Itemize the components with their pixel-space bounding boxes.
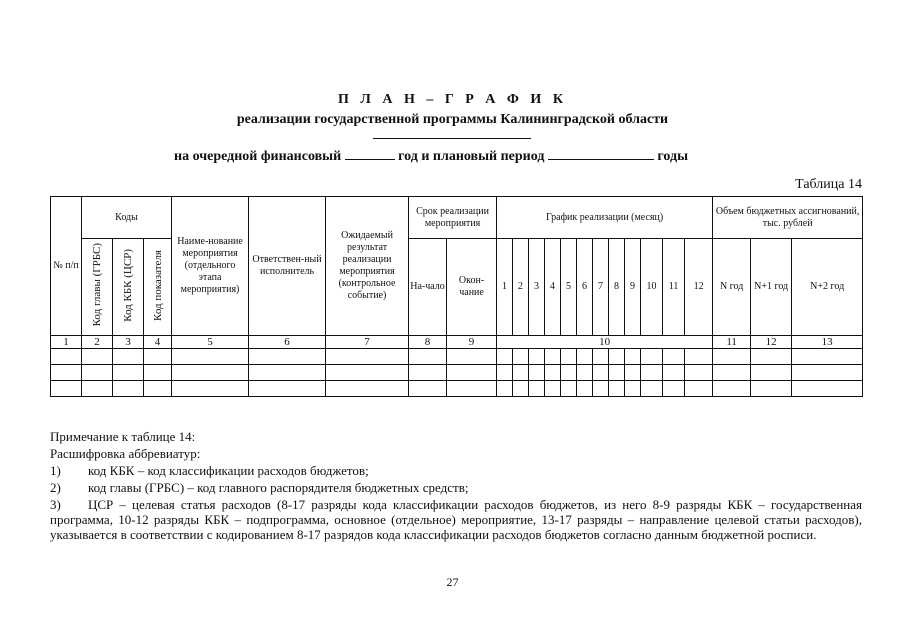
table-cell <box>663 349 685 365</box>
colnum-cell: 10 <box>497 336 713 349</box>
table-cell <box>792 349 863 365</box>
table-cell <box>577 381 593 397</box>
table-cell <box>792 381 863 397</box>
header-result: Ожидаемый результат реализации мероприятия (контрольное событие) <box>326 197 409 336</box>
table-cell <box>409 381 447 397</box>
table-cell <box>577 349 593 365</box>
table-cell <box>326 381 409 397</box>
table-cell <box>409 365 447 381</box>
table-cell <box>561 365 577 381</box>
table-cell <box>51 381 82 397</box>
note-subheading: Расшифровка аббревиатур: <box>50 446 201 461</box>
table-cell <box>609 349 625 365</box>
header-code-indicator: Код показателя <box>144 239 172 336</box>
period-blank <box>548 147 654 160</box>
table-cell <box>144 381 172 397</box>
table-cell <box>144 365 172 381</box>
table-cell <box>713 365 751 381</box>
table-cell <box>497 365 513 381</box>
note-item-number: 3) <box>50 497 61 512</box>
header-responsible: Ответствен-ный исполнитель <box>249 197 326 336</box>
table-cell <box>713 381 751 397</box>
period-text-b: год и плановый период <box>398 149 545 164</box>
table-cell <box>529 365 545 381</box>
table-cell <box>561 349 577 365</box>
table-cell <box>792 365 863 381</box>
table-cell <box>751 381 792 397</box>
header-code-grbs: Код главы (ГРБС) <box>82 239 113 336</box>
header-month: 4 <box>545 239 561 336</box>
header-month: 11 <box>663 239 685 336</box>
table-cell <box>561 381 577 397</box>
colnum-cell: 6 <box>249 336 326 349</box>
table-cell <box>82 349 113 365</box>
header-month: 7 <box>593 239 609 336</box>
table-cell <box>545 381 561 397</box>
table-cell <box>409 349 447 365</box>
colnum-cell: 5 <box>172 336 249 349</box>
note-item <box>50 463 369 478</box>
header-term: Срок реализации мероприятия <box>409 197 497 239</box>
colnum-cell: 7 <box>326 336 409 349</box>
table-cell <box>172 381 249 397</box>
table-cell <box>447 381 497 397</box>
table-cell <box>497 381 513 397</box>
table-cell <box>593 381 609 397</box>
header-month: 2 <box>513 239 529 336</box>
header-name: Наиме-нование мероприятия (отдельного этапа мероприятия) <box>172 197 249 336</box>
document-title: П Л А Н – Г Р А Ф И К <box>338 92 567 107</box>
table-cell <box>113 381 144 397</box>
note-item-text: ЦСР – целевая статья расходов (8-17 разряды кода классификации расходов бюджетов, из него 8-9 разряды КБК – государственная программа, 10-12 разряды КБК – подпрограмма, основное (отдельное) мероприятие, 13-17 разряды – направление целевой статьи расходов), указывается в соответствии с кодированием 8-17 разрядов кода классификации расходов бюджетов согласно данным бюджетной росписи. <box>50 497 862 542</box>
table-cell <box>641 349 663 365</box>
table-cell <box>172 365 249 381</box>
note-item <box>50 497 862 542</box>
table-cell <box>663 381 685 397</box>
header-month: 12 <box>685 239 713 336</box>
table-label: Таблица 14 <box>795 177 862 192</box>
table-cell <box>113 349 144 365</box>
table-cell <box>609 381 625 397</box>
header-month: 9 <box>625 239 641 336</box>
header-no: № п/п <box>51 197 82 336</box>
table-cell <box>326 349 409 365</box>
header-month: 3 <box>529 239 545 336</box>
header-codes: Коды <box>82 197 172 239</box>
table-cell <box>625 349 641 365</box>
page-number: 27 <box>446 575 459 589</box>
table-cell <box>685 349 713 365</box>
table-cell <box>685 381 713 397</box>
column-number-row <box>51 336 863 349</box>
table-cell <box>51 365 82 381</box>
colnum-cell: 2 <box>82 336 113 349</box>
header-year-n2: N+2 год <box>792 239 863 336</box>
header-schedule: График реализации (месяц) <box>497 197 713 239</box>
note-item-text: код главы (ГРБС) – код главного распорядителя бюджетных средств; <box>88 480 469 495</box>
header-budget: Объем бюджетных ассигнований, тыс. рублей <box>713 197 863 239</box>
header-code-kbk: Код КБК (ЦСР) <box>113 239 144 336</box>
note-item-text: код КБК – код классификации расходов бюджетов; <box>88 463 369 478</box>
table-row <box>51 381 863 397</box>
header-month: 6 <box>577 239 593 336</box>
table-cell <box>609 365 625 381</box>
header-year-n1: N+1 год <box>751 239 792 336</box>
note-heading: Примечание к таблице 14: <box>50 429 196 444</box>
colnum-cell: 1 <box>51 336 82 349</box>
table-cell <box>685 365 713 381</box>
table-cell <box>593 365 609 381</box>
table-cell <box>82 381 113 397</box>
colnum-cell: 13 <box>792 336 863 349</box>
table-cell <box>513 365 529 381</box>
table-cell <box>593 349 609 365</box>
table-row <box>51 365 863 381</box>
note-item-number: 1) <box>50 463 61 478</box>
colnum-cell: 9 <box>447 336 497 349</box>
colnum-cell: 12 <box>751 336 792 349</box>
table-cell <box>529 381 545 397</box>
period-text-c: годы <box>657 149 689 164</box>
table-cell <box>577 365 593 381</box>
table-cell <box>513 349 529 365</box>
table-cell <box>326 365 409 381</box>
table-cell <box>82 365 113 381</box>
table-cell <box>497 349 513 365</box>
header-end: Окон-чание <box>447 239 497 336</box>
header-month: 5 <box>561 239 577 336</box>
period-line <box>174 147 688 165</box>
note-item <box>50 480 468 495</box>
colnum-cell: 3 <box>113 336 144 349</box>
table-cell <box>663 365 685 381</box>
table-cell <box>545 349 561 365</box>
table-cell <box>447 365 497 381</box>
header-month: 1 <box>497 239 513 336</box>
table-cell <box>249 365 326 381</box>
table-cell <box>447 349 497 365</box>
table-cell <box>713 349 751 365</box>
plan-schedule-table <box>50 196 863 397</box>
table-cell <box>625 365 641 381</box>
table-cell <box>249 381 326 397</box>
table-cell <box>641 381 663 397</box>
header-start: На-чало <box>409 239 447 336</box>
table-cell <box>172 349 249 365</box>
table-cell <box>144 349 172 365</box>
document-subtitle: реализации государственной программы Калининградской области <box>236 112 669 127</box>
header-month: 8 <box>609 239 625 336</box>
colnum-cell: 8 <box>409 336 447 349</box>
table-cell <box>641 365 663 381</box>
year-blank <box>345 147 395 160</box>
note-item-number: 2) <box>50 480 61 495</box>
table-cell <box>249 349 326 365</box>
table-cell <box>513 381 529 397</box>
program-name-blank <box>373 138 531 139</box>
table-cell <box>545 365 561 381</box>
header-month: 10 <box>641 239 663 336</box>
table-cell <box>529 349 545 365</box>
table-row <box>51 349 863 365</box>
colnum-cell: 11 <box>713 336 751 349</box>
table-cell <box>113 365 144 381</box>
table-cell <box>625 381 641 397</box>
header-year-n: N год <box>713 239 751 336</box>
table-cell <box>751 349 792 365</box>
table-cell <box>51 349 82 365</box>
table-cell <box>751 365 792 381</box>
colnum-cell: 4 <box>144 336 172 349</box>
period-text-a: на очередной финансовый <box>174 149 342 164</box>
